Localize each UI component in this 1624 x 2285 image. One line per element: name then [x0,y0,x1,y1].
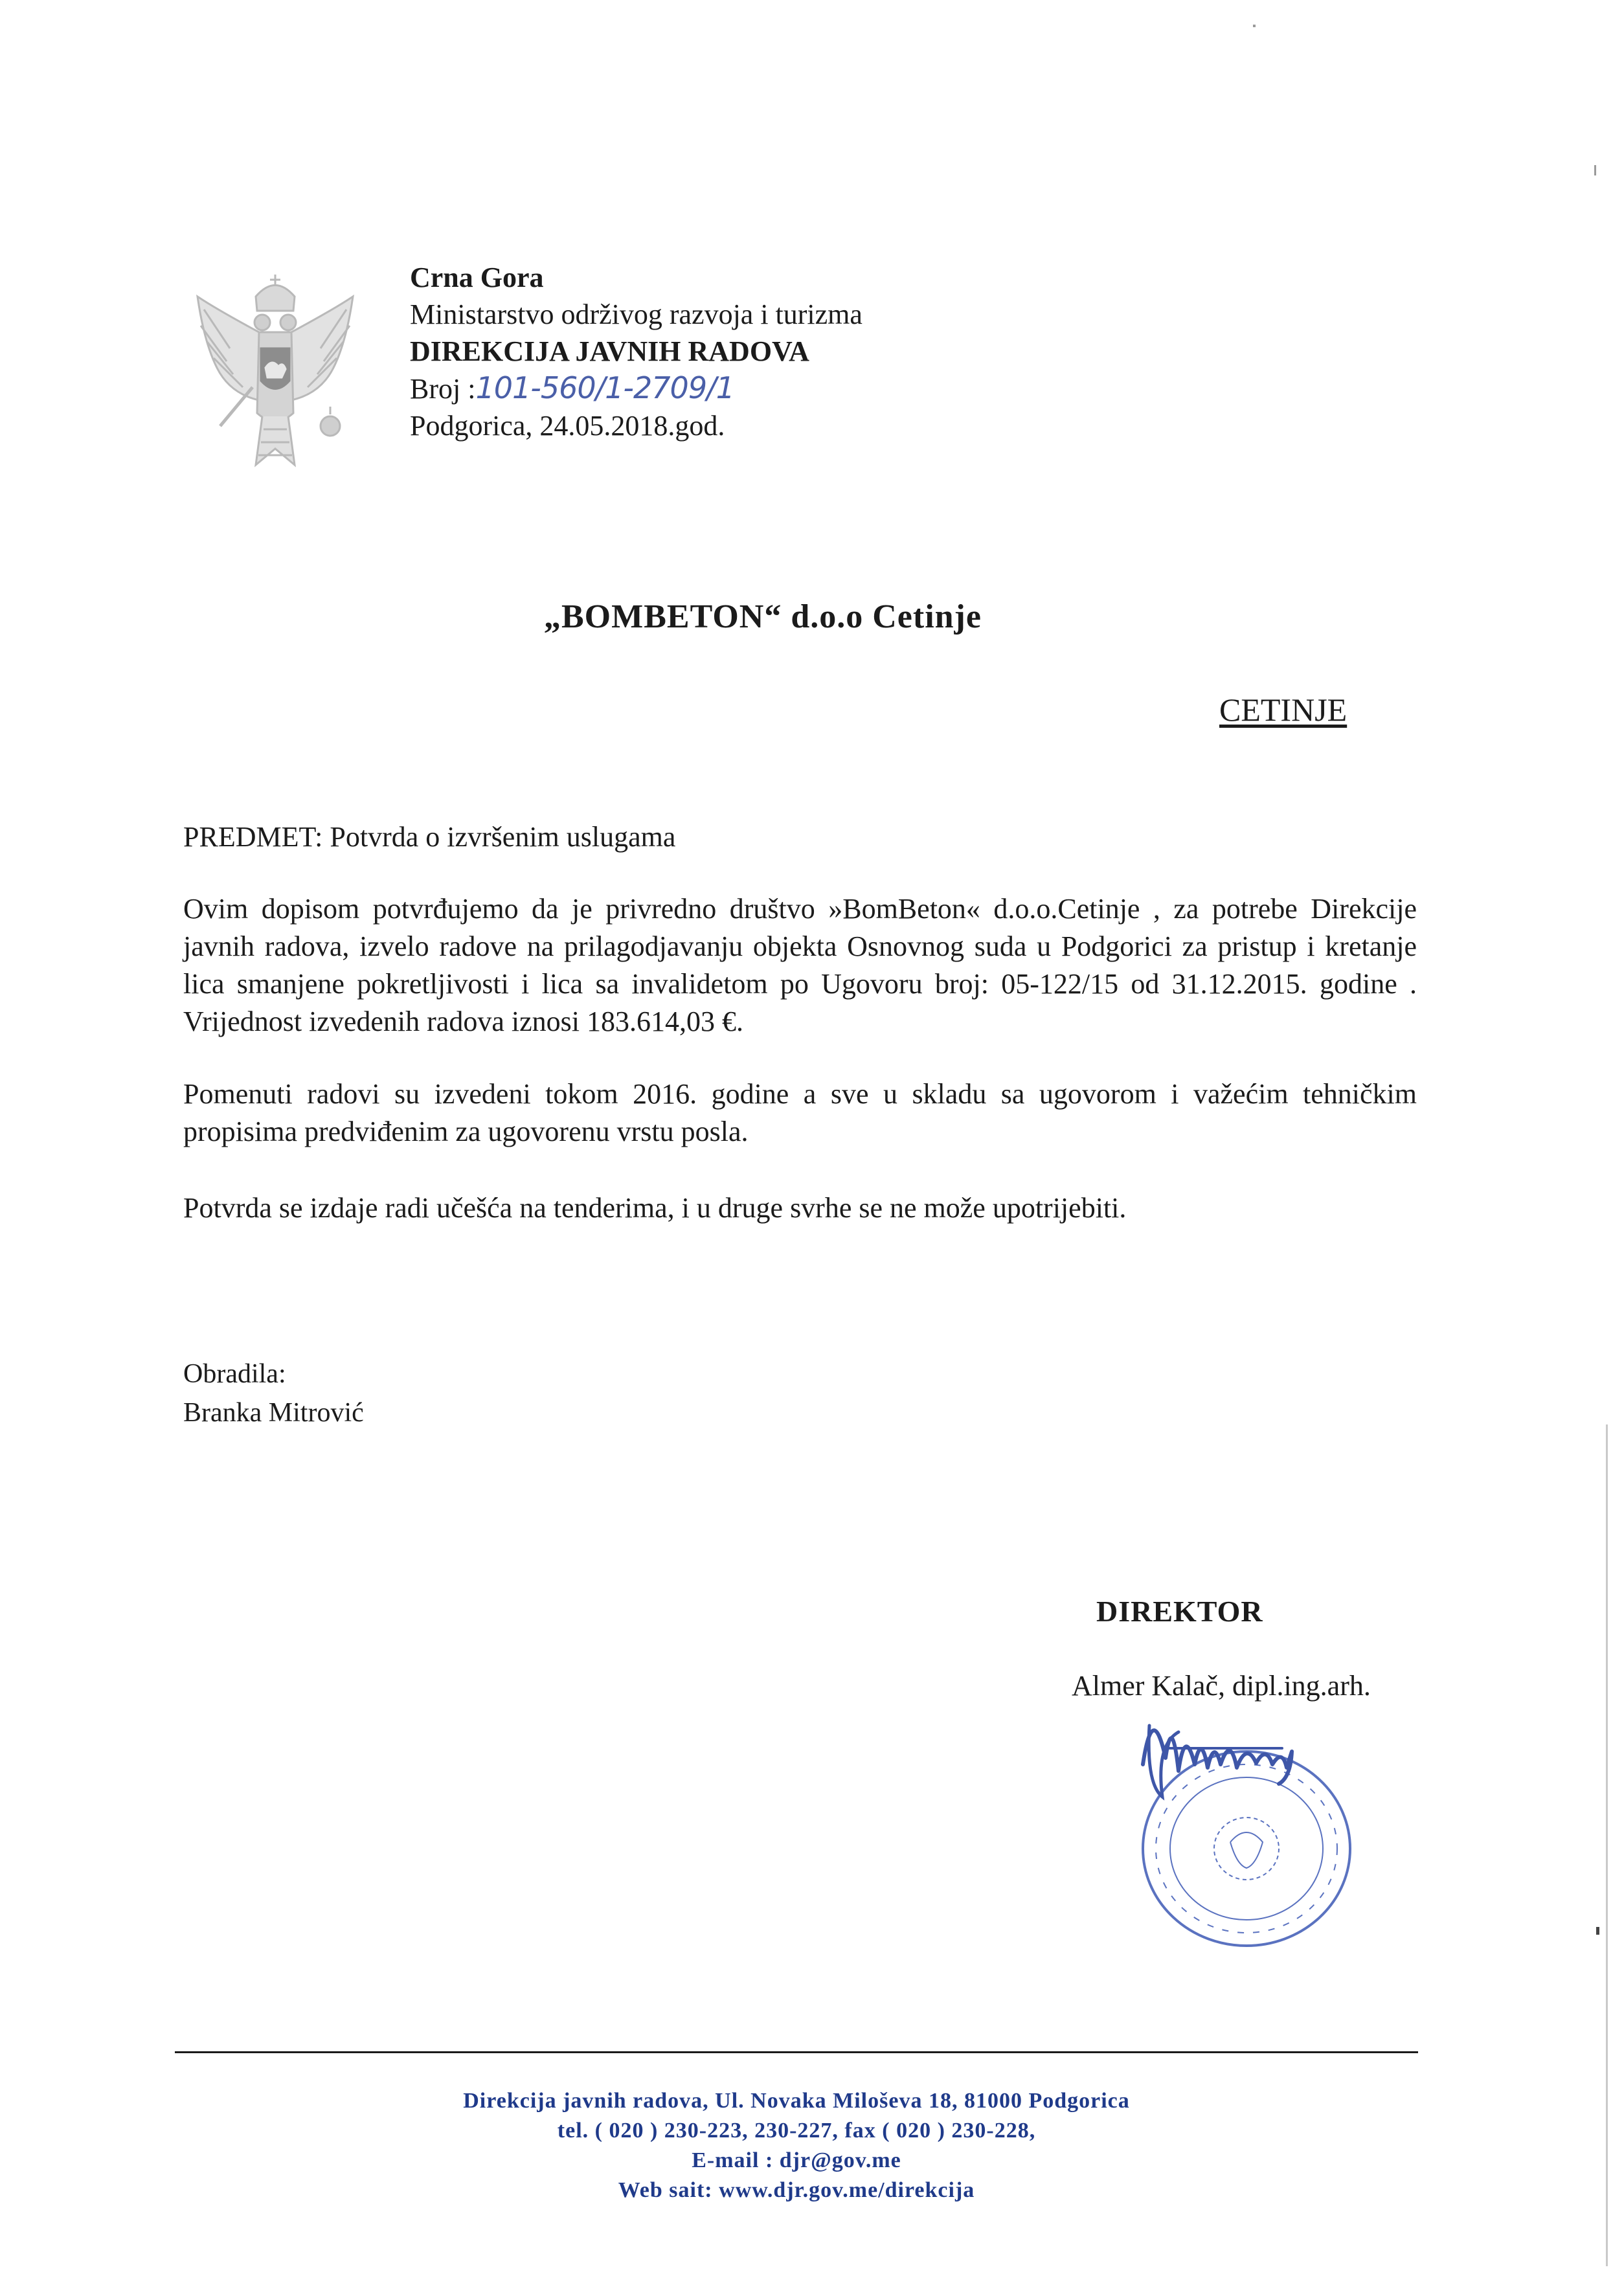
signatory-title: DIREKTOR [1096,1595,1263,1628]
recipient-company: „BOMBETON“ d.o.o Cetinje [544,598,982,635]
country-name: Crna Gora [410,262,544,293]
processed-by [183,1355,364,1432]
scan-dust-mark [1253,25,1256,27]
signatory-name: Almer Kalač, dipl.ing.arh. [1072,1670,1371,1702]
document-number-value: 101-560/1-2709/1 [475,370,734,405]
document-number-line [410,370,863,407]
body-paragraph-3: Potvrda se izdaje radi učešća na tenderima, i u druge svrhe se ne može upotrijebiti. [183,1192,1127,1224]
processed-by-label: Obradila: [183,1359,286,1389]
footer-address: Direkcija javnih radova, Ul. Novaka Miloševa 18, 81000 Podgorica [463,2089,1130,2113]
scan-dust-mark [1596,1927,1599,1935]
official-stamp-icon [1117,1687,1357,1952]
scan-edge-line [1606,1424,1608,2266]
footer-contact [175,2086,1418,2205]
processed-by-name: Branka Mitrović [183,1398,364,1428]
letterhead [410,259,863,444]
directorate-name: DIREKCIJA JAVNIH RADOVA [410,335,809,367]
scan-dust-mark [1594,165,1596,175]
document-number-label: Broj : [410,373,476,405]
footer-phone: tel. ( 020 ) 230-223, 230-227, fax ( 020 ) 230-228, [557,2119,1036,2143]
recipient-city: CETINJE [1219,692,1348,728]
place-date: Podgorica, 24.05.2018.god. [410,410,725,442]
body-paragraph-2: Pomenuti radovi su izvedeni tokom 2016. godine a sve u skladu sa ugovorom i važećim tehničkim propisima predviđenim za ugovorenu vrstu posla. [183,1078,1417,1147]
coat-of-arms-icon [191,271,359,478]
footer-divider [175,2051,1418,2053]
body-paragraph-1: Ovim dopisom potvrđujemo da je privredno društvo »BomBeton« d.o.o.Cetinje , za potrebe Direkcije javnih radova, izvelo radove na prilagodjavanju objekta Osnovnog suda u Podgorici za pristup i kretanje lica smanjene pokretljivosti i lica sa invalidetom po Ugovoru broj: 05-122/15 od 31.12.2015. godine . Vrijednost izvedenih radova iznosi 183.614,03 €. [183,893,1417,1037]
ministry-name: Ministarstvo održivog razvoja i turizma [410,298,863,330]
footer-email: E-mail : djr@gov.me [692,2148,901,2172]
footer-website: Web sait: www.djr.gov.me/direkcija [618,2178,975,2202]
subject-line: PREDMET: Potvrda o izvršenim uslugama [183,821,676,853]
